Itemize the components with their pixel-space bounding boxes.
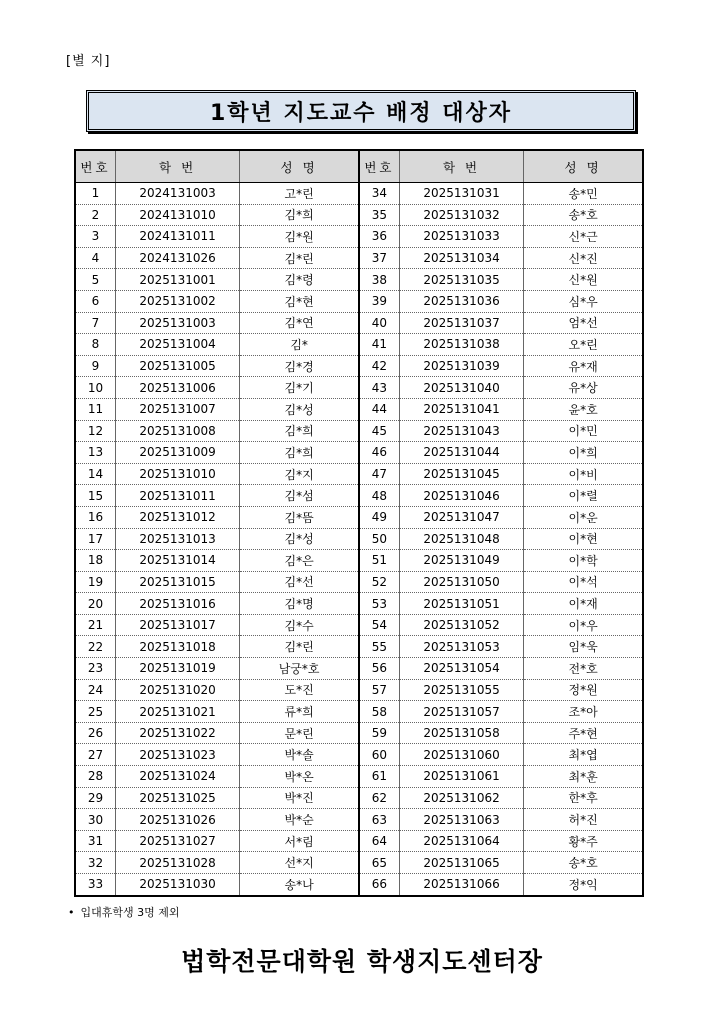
cell-student-id: 2025131058 <box>399 722 523 744</box>
cell-no: 49 <box>359 506 399 528</box>
cell-name: 이*현 <box>524 528 643 550</box>
page-title: 1학년 지도교수 배정 대상자 <box>209 100 513 126</box>
cell-name: 최*엽 <box>524 744 643 766</box>
cell-student-id: 2025131024 <box>115 766 239 788</box>
cell-name: 정*원 <box>524 679 643 701</box>
table-row <box>75 312 643 334</box>
cell-no: 34 <box>359 183 399 205</box>
cell-student-id: 2025131004 <box>115 334 239 356</box>
header-name-right: 성 명 <box>524 150 643 183</box>
cell-name: 이*우 <box>524 614 643 636</box>
cell-student-id: 2025131011 <box>115 485 239 507</box>
cell-name: 김*기 <box>240 377 359 399</box>
cell-name: 남궁*호 <box>240 658 359 680</box>
cell-name: 서*림 <box>240 830 359 852</box>
cell-name: 선*지 <box>240 852 359 874</box>
cell-no: 43 <box>359 377 399 399</box>
cell-no: 55 <box>359 636 399 658</box>
cell-student-id: 2025131025 <box>115 787 239 809</box>
cell-no: 41 <box>359 334 399 356</box>
cell-name: 박*진 <box>240 787 359 809</box>
cell-name: 송*민 <box>524 183 643 205</box>
cell-no: 46 <box>359 442 399 464</box>
cell-name: 신*근 <box>524 226 643 248</box>
cell-student-id: 2025131019 <box>115 658 239 680</box>
cell-student-id: 2025131060 <box>399 744 523 766</box>
cell-student-id: 2025131009 <box>115 442 239 464</box>
cell-student-id: 2025131054 <box>399 658 523 680</box>
cell-name: 최*훈 <box>524 766 643 788</box>
cell-student-id: 2025131039 <box>399 355 523 377</box>
cell-student-id: 2025131051 <box>399 593 523 615</box>
cell-student-id: 2025131063 <box>399 809 523 831</box>
cell-name: 김*현 <box>240 290 359 312</box>
cell-name: 주*현 <box>524 722 643 744</box>
cell-name: 김*성 <box>240 528 359 550</box>
cell-name: 정*익 <box>524 874 643 896</box>
cell-student-id: 2025131044 <box>399 442 523 464</box>
cell-name: 신*원 <box>524 269 643 291</box>
bullet-icon: • <box>68 906 75 919</box>
table-row <box>75 398 643 420</box>
table-row <box>75 247 643 269</box>
cell-student-id: 2025131032 <box>399 204 523 226</box>
cell-student-id: 2025131052 <box>399 614 523 636</box>
header-student-id-left: 학 번 <box>115 150 239 183</box>
cell-student-id: 2025131018 <box>115 636 239 658</box>
cell-student-id: 2025131065 <box>399 852 523 874</box>
cell-name: 김*명 <box>240 593 359 615</box>
cell-no: 35 <box>359 204 399 226</box>
cell-student-id: 2025131030 <box>115 874 239 896</box>
cell-name: 유*상 <box>524 377 643 399</box>
cell-no: 61 <box>359 766 399 788</box>
cell-name: 박*솔 <box>240 744 359 766</box>
cell-student-id: 2025131027 <box>115 830 239 852</box>
cell-name: 신*진 <box>524 247 643 269</box>
cell-name: 송*나 <box>240 874 359 896</box>
cell-name: 김*섬 <box>240 485 359 507</box>
cell-no: 50 <box>359 528 399 550</box>
table-row <box>75 550 643 572</box>
cell-name: 김*선 <box>240 571 359 593</box>
cell-student-id: 2025131045 <box>399 463 523 485</box>
cell-no: 66 <box>359 874 399 896</box>
cell-name: 이*석 <box>524 571 643 593</box>
cell-no: 8 <box>75 334 115 356</box>
cell-no: 2 <box>75 204 115 226</box>
table-row <box>75 593 643 615</box>
cell-name: 김*뜸 <box>240 506 359 528</box>
table-header-row <box>75 150 643 183</box>
cell-name: 유*재 <box>524 355 643 377</box>
cell-no: 47 <box>359 463 399 485</box>
cell-name: 김*린 <box>240 636 359 658</box>
table-row <box>75 679 643 701</box>
table-row <box>75 830 643 852</box>
cell-name: 한*후 <box>524 787 643 809</box>
cell-name: 도*진 <box>240 679 359 701</box>
cell-no: 15 <box>75 485 115 507</box>
cell-student-id: 2025131016 <box>115 593 239 615</box>
cell-no: 65 <box>359 852 399 874</box>
cell-student-id: 2025131061 <box>399 766 523 788</box>
cell-no: 60 <box>359 744 399 766</box>
cell-name: 이*운 <box>524 506 643 528</box>
table-row <box>75 355 643 377</box>
cell-student-id: 2024131026 <box>115 247 239 269</box>
cell-name: 고*린 <box>240 183 359 205</box>
cell-student-id: 2025131046 <box>399 485 523 507</box>
cell-name: 엄*선 <box>524 312 643 334</box>
cell-student-id: 2025131021 <box>115 701 239 723</box>
cell-name: 황*주 <box>524 830 643 852</box>
cell-student-id: 2025131020 <box>115 679 239 701</box>
cell-no: 10 <box>75 377 115 399</box>
table-row <box>75 226 643 248</box>
cell-name: 김*원 <box>240 226 359 248</box>
cell-no: 52 <box>359 571 399 593</box>
cell-student-id: 2025131049 <box>399 550 523 572</box>
cell-name: 임*욱 <box>524 636 643 658</box>
cell-no: 22 <box>75 636 115 658</box>
roster-body <box>75 183 643 896</box>
cell-no: 13 <box>75 442 115 464</box>
cell-name: 윤*호 <box>524 398 643 420</box>
cell-student-id: 2025131031 <box>399 183 523 205</box>
cell-student-id: 2024131010 <box>115 204 239 226</box>
table-row <box>75 442 643 464</box>
cell-name: 오*린 <box>524 334 643 356</box>
cell-no: 53 <box>359 593 399 615</box>
table-row <box>75 290 643 312</box>
cell-student-id: 2025131028 <box>115 852 239 874</box>
cell-name: 김*성 <box>240 398 359 420</box>
cell-student-id: 2025131036 <box>399 290 523 312</box>
cell-name: 이*비 <box>524 463 643 485</box>
footnote <box>68 904 180 920</box>
annex-label: [별 지] <box>66 54 111 69</box>
cell-no: 38 <box>359 269 399 291</box>
cell-student-id: 2025131066 <box>399 874 523 896</box>
cell-name: 심*우 <box>524 290 643 312</box>
cell-name: 송*호 <box>524 852 643 874</box>
cell-no: 63 <box>359 809 399 831</box>
table-row <box>75 614 643 636</box>
cell-no: 29 <box>75 787 115 809</box>
cell-student-id: 2025131010 <box>115 463 239 485</box>
cell-no: 6 <box>75 290 115 312</box>
cell-name: 이*희 <box>524 442 643 464</box>
cell-student-id: 2025131050 <box>399 571 523 593</box>
cell-name: 김*령 <box>240 269 359 291</box>
cell-no: 45 <box>359 420 399 442</box>
title-box <box>86 90 636 132</box>
cell-no: 48 <box>359 485 399 507</box>
table-row <box>75 204 643 226</box>
table-row <box>75 766 643 788</box>
cell-name: 박*순 <box>240 809 359 831</box>
roster-table <box>74 149 644 897</box>
cell-no: 57 <box>359 679 399 701</box>
cell-student-id: 2025131005 <box>115 355 239 377</box>
header-no-right: 번호 <box>359 150 399 183</box>
table-row <box>75 506 643 528</box>
cell-student-id: 2025131013 <box>115 528 239 550</box>
table-row <box>75 809 643 831</box>
table-row <box>75 701 643 723</box>
footnote-text: 입대휴학생 3명 제외 <box>80 906 180 919</box>
cell-no: 5 <box>75 269 115 291</box>
cell-student-id: 2025131008 <box>115 420 239 442</box>
cell-student-id: 2025131035 <box>399 269 523 291</box>
cell-no: 31 <box>75 830 115 852</box>
cell-name: 김*수 <box>240 614 359 636</box>
cell-student-id: 2025131002 <box>115 290 239 312</box>
header-name-left: 성 명 <box>240 150 359 183</box>
cell-student-id: 2025131041 <box>399 398 523 420</box>
cell-name: 이*민 <box>524 420 643 442</box>
header-student-id-right: 학 번 <box>399 150 523 183</box>
cell-no: 37 <box>359 247 399 269</box>
cell-name: 김*희 <box>240 442 359 464</box>
cell-no: 33 <box>75 874 115 896</box>
table-row <box>75 787 643 809</box>
cell-name: 이*학 <box>524 550 643 572</box>
cell-name: 김*지 <box>240 463 359 485</box>
cell-student-id: 2025131026 <box>115 809 239 831</box>
cell-no: 62 <box>359 787 399 809</box>
cell-no: 14 <box>75 463 115 485</box>
cell-no: 1 <box>75 183 115 205</box>
cell-name: 문*린 <box>240 722 359 744</box>
cell-name: 김*경 <box>240 355 359 377</box>
cell-name: 이*렬 <box>524 485 643 507</box>
cell-student-id: 2025131038 <box>399 334 523 356</box>
cell-student-id: 2025131033 <box>399 226 523 248</box>
cell-name: 김*은 <box>240 550 359 572</box>
cell-no: 30 <box>75 809 115 831</box>
cell-name: 김*연 <box>240 312 359 334</box>
cell-no: 56 <box>359 658 399 680</box>
cell-name: 김*린 <box>240 247 359 269</box>
table-row <box>75 485 643 507</box>
cell-student-id: 2025131047 <box>399 506 523 528</box>
cell-student-id: 2024131003 <box>115 183 239 205</box>
cell-no: 44 <box>359 398 399 420</box>
header-no-left: 번호 <box>75 150 115 183</box>
cell-no: 25 <box>75 701 115 723</box>
cell-name: 김* <box>240 334 359 356</box>
cell-student-id: 2025131001 <box>115 269 239 291</box>
cell-no: 40 <box>359 312 399 334</box>
cell-student-id: 2025131014 <box>115 550 239 572</box>
table-row <box>75 571 643 593</box>
cell-no: 7 <box>75 312 115 334</box>
table-row <box>75 463 643 485</box>
cell-no: 3 <box>75 226 115 248</box>
cell-name: 허*진 <box>524 809 643 831</box>
cell-student-id: 2025131057 <box>399 701 523 723</box>
cell-student-id: 2025131043 <box>399 420 523 442</box>
cell-no: 51 <box>359 550 399 572</box>
cell-no: 11 <box>75 398 115 420</box>
cell-student-id: 2025131012 <box>115 506 239 528</box>
cell-student-id: 2025131017 <box>115 614 239 636</box>
cell-student-id: 2025131015 <box>115 571 239 593</box>
cell-name: 류*희 <box>240 701 359 723</box>
table-row <box>75 420 643 442</box>
cell-no: 4 <box>75 247 115 269</box>
table-row <box>75 377 643 399</box>
cell-no: 32 <box>75 852 115 874</box>
cell-no: 21 <box>75 614 115 636</box>
cell-no: 54 <box>359 614 399 636</box>
cell-no: 16 <box>75 506 115 528</box>
table-row <box>75 183 643 205</box>
cell-student-id: 2025131006 <box>115 377 239 399</box>
cell-no: 64 <box>359 830 399 852</box>
cell-no: 36 <box>359 226 399 248</box>
cell-student-id: 2025131022 <box>115 722 239 744</box>
cell-student-id: 2025131062 <box>399 787 523 809</box>
cell-name: 전*호 <box>524 658 643 680</box>
cell-no: 20 <box>75 593 115 615</box>
cell-no: 58 <box>359 701 399 723</box>
table-row <box>75 334 643 356</box>
cell-student-id: 2025131048 <box>399 528 523 550</box>
cell-student-id: 2025131064 <box>399 830 523 852</box>
table-row <box>75 852 643 874</box>
cell-name: 송*호 <box>524 204 643 226</box>
cell-no: 26 <box>75 722 115 744</box>
cell-student-id: 2025131040 <box>399 377 523 399</box>
table-row <box>75 722 643 744</box>
cell-no: 19 <box>75 571 115 593</box>
table-row <box>75 658 643 680</box>
cell-no: 28 <box>75 766 115 788</box>
cell-no: 9 <box>75 355 115 377</box>
cell-no: 42 <box>359 355 399 377</box>
cell-student-id: 2025131053 <box>399 636 523 658</box>
cell-no: 24 <box>75 679 115 701</box>
cell-student-id: 2025131055 <box>399 679 523 701</box>
cell-no: 27 <box>75 744 115 766</box>
cell-no: 59 <box>359 722 399 744</box>
cell-student-id: 2024131011 <box>115 226 239 248</box>
cell-student-id: 2025131023 <box>115 744 239 766</box>
signature: 법학전문대학원 학생지도센터장 <box>181 947 543 976</box>
cell-student-id: 2025131003 <box>115 312 239 334</box>
table-row <box>75 744 643 766</box>
cell-no: 12 <box>75 420 115 442</box>
cell-student-id: 2025131034 <box>399 247 523 269</box>
cell-name: 김*희 <box>240 204 359 226</box>
cell-student-id: 2025131037 <box>399 312 523 334</box>
cell-student-id: 2025131007 <box>115 398 239 420</box>
table-row <box>75 874 643 896</box>
table-row <box>75 528 643 550</box>
table-row <box>75 636 643 658</box>
cell-name: 박*온 <box>240 766 359 788</box>
cell-name: 조*아 <box>524 701 643 723</box>
cell-no: 39 <box>359 290 399 312</box>
cell-no: 23 <box>75 658 115 680</box>
cell-no: 18 <box>75 550 115 572</box>
cell-name: 김*희 <box>240 420 359 442</box>
table-row <box>75 269 643 291</box>
cell-name: 이*재 <box>524 593 643 615</box>
cell-no: 17 <box>75 528 115 550</box>
